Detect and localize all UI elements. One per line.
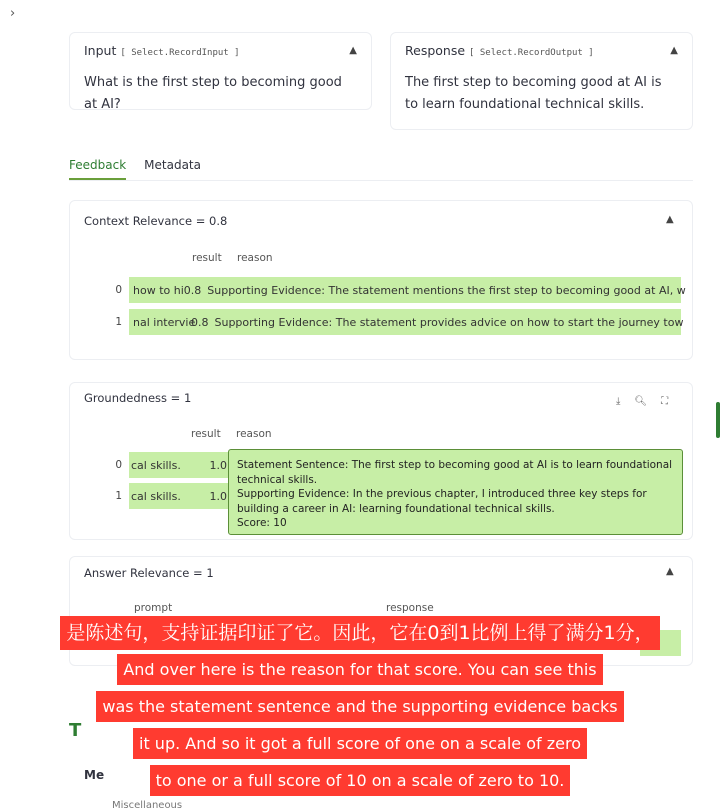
cell-reason: Supporting Evidence: The statement mentions the first step to becoming good at AI, w — [207, 283, 686, 297]
cell-reason: Supporting Evidence: The statement provides advice on how to start the journey tow — [214, 315, 684, 329]
cell-fragment: nal intervie — [133, 315, 196, 329]
tooltip-statement: Statement Sentence: The first step to becoming good at AI is to learn foundational technical skills. — [237, 459, 673, 486]
response-selector: [ Select.RecordOutput ] — [469, 48, 594, 58]
tooltip-evidence: Supporting Evidence: In the previous chapter, I introduced three key steps for building a career in AI: learning foundational technical skills. — [237, 488, 647, 515]
col-header-result: result — [192, 252, 222, 264]
collapse-caret-icon[interactable]: ▲ — [666, 566, 674, 577]
groundedness-title: Groundedness = 1 — [84, 391, 192, 405]
tab-feedback[interactable]: Feedback — [69, 158, 126, 180]
input-selector: [ Select.RecordInput ] — [120, 48, 240, 58]
stray-footer: Miscellaneous — [112, 800, 183, 811]
search-icon[interactable]: 🔍︎ — [634, 396, 648, 407]
tab-divider — [69, 180, 693, 181]
col-header-result: result — [191, 428, 221, 440]
subtitle-line: was the statement sentence and the supporting evidence backs — [96, 691, 623, 722]
table-row[interactable] — [129, 452, 229, 478]
stray-text: T — [69, 720, 82, 741]
expand-chevron-icon[interactable]: › — [10, 6, 16, 21]
cell-fragment: cal skills. — [131, 489, 181, 503]
input-card — [69, 32, 372, 110]
row-index: 0 — [115, 284, 122, 296]
tab-metadata[interactable]: Metadata — [144, 158, 201, 172]
answer-relevance-title: Answer Relevance = 1 — [84, 566, 214, 580]
col-header-prompt: prompt — [134, 602, 173, 614]
response-text: The first step to becoming good at AI is to learn foundational technical skills. — [405, 75, 662, 112]
reason-tooltip — [228, 449, 683, 535]
subtitle-line: And over here is the reason for that score. You can see this — [117, 654, 602, 685]
cell-fragment: how to hi — [133, 283, 184, 297]
collapse-caret-icon[interactable]: ▲ — [670, 45, 678, 56]
subtitle-line: to one or a full score of 10 on a scale of zero to 10. — [150, 765, 571, 796]
subtitle-overlay — [0, 616, 720, 796]
fullscreen-icon[interactable]: ⛶ — [661, 396, 669, 407]
row-index: 1 — [115, 316, 122, 328]
stray-heading: Me — [84, 768, 105, 782]
input-text: What is the first step to becoming good at AI? — [84, 75, 342, 112]
context-relevance-title: Context Relevance = 0.8 — [84, 214, 228, 228]
collapse-caret-icon[interactable]: ▲ — [666, 214, 674, 225]
col-header-response: response — [386, 602, 434, 614]
col-header-reason: reason — [236, 428, 272, 440]
row-index: 1 — [115, 490, 122, 502]
table-toolbar — [616, 396, 668, 407]
response-card — [390, 32, 693, 130]
subtitle-chinese: 是陈述句，支持证据印证了它。因此，它在0到1比例上得了满分1分， — [60, 616, 659, 650]
cell-fragment: cal skills. — [131, 458, 181, 472]
input-label: Input [ Select.RecordInput ] — [84, 43, 240, 58]
col-header-reason: reason — [237, 252, 273, 264]
row-index: 0 — [115, 459, 122, 471]
tooltip-score: Score: 10 — [237, 517, 287, 529]
table-row[interactable] — [129, 483, 229, 509]
cell-result: 1.0 — [209, 489, 227, 503]
cell-result: 0.8 — [183, 283, 202, 297]
collapse-caret-icon[interactable]: ▲ — [349, 45, 357, 56]
scrollbar[interactable] — [716, 402, 720, 438]
cell-result: 0.8 — [191, 315, 209, 329]
table-row[interactable] — [129, 277, 686, 303]
response-label: Response [ Select.RecordOutput ] — [405, 43, 594, 58]
tab-bar — [69, 158, 201, 180]
download-icon[interactable]: ⤓ — [616, 396, 621, 407]
subtitle-line: it up. And so it got a full score of one on a scale of zero — [133, 728, 587, 759]
cell-result: 1.0 — [209, 458, 227, 472]
table-row[interactable] — [129, 309, 684, 335]
